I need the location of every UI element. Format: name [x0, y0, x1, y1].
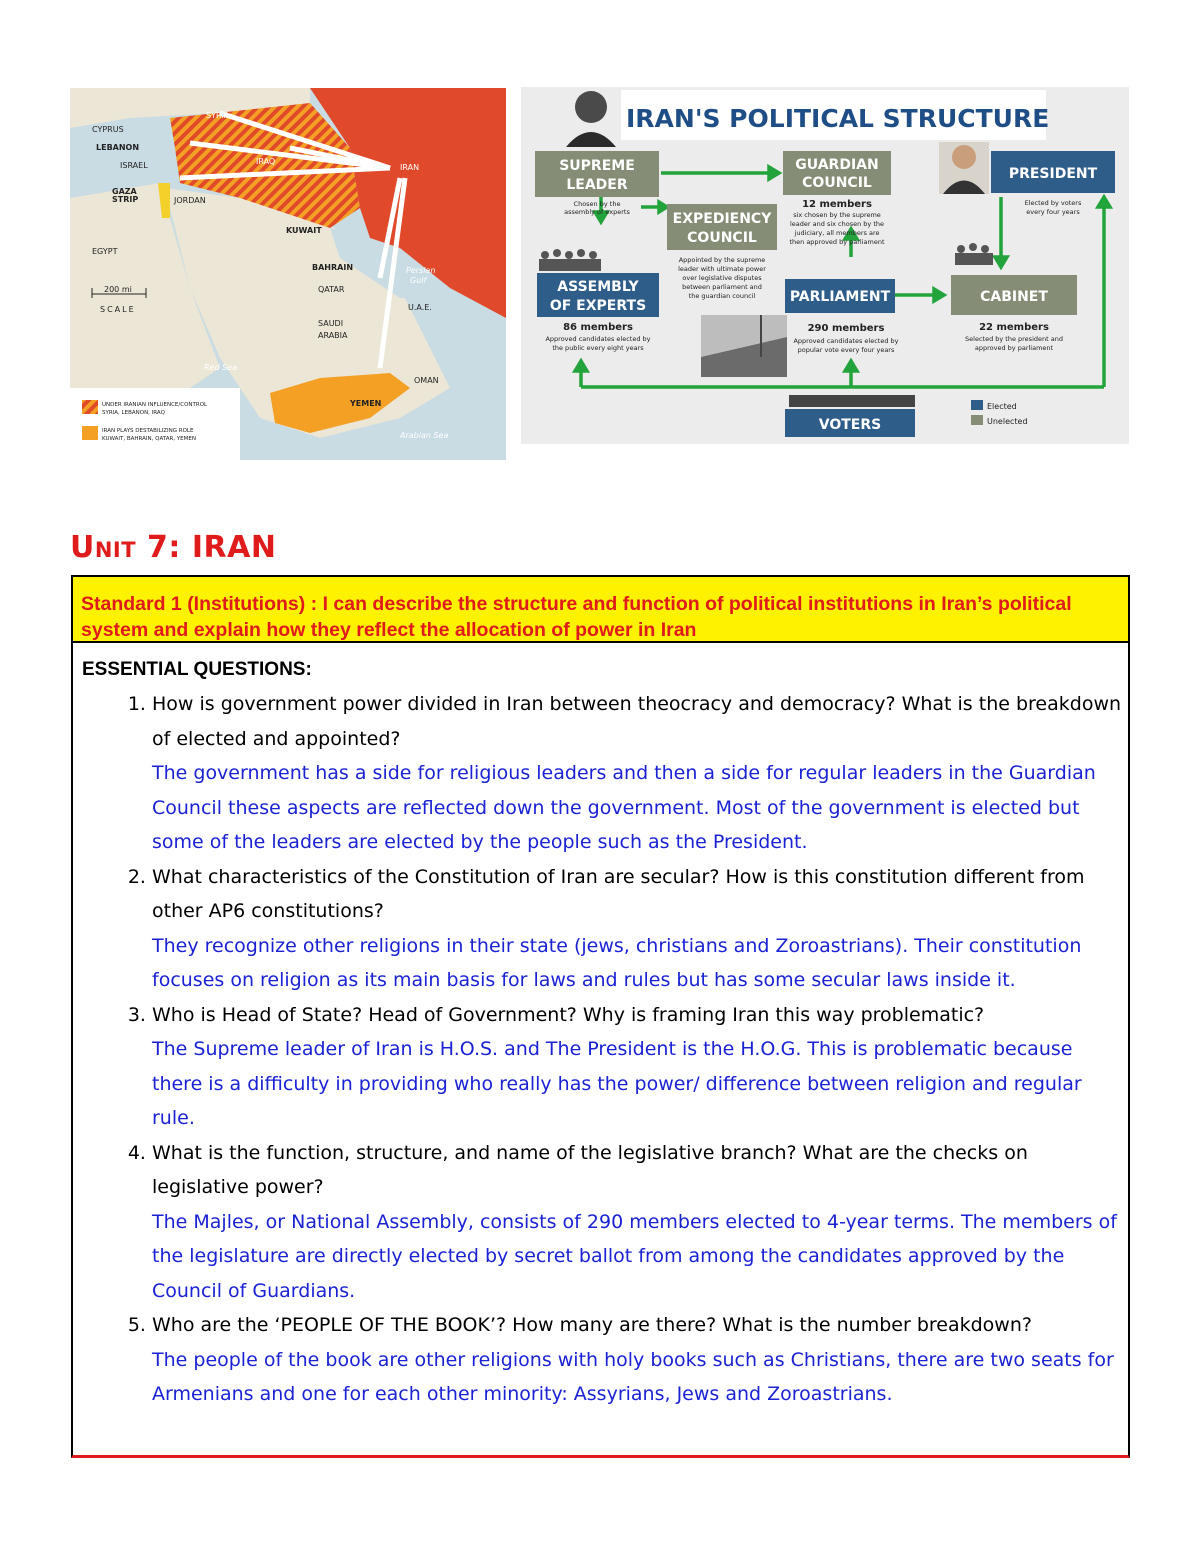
essential-questions-heading: ESSENTIAL QUESTIONS: — [82, 659, 312, 680]
cabinet-l1: CABINET — [980, 289, 1048, 305]
label-persian: Persian — [406, 266, 436, 275]
structure-svg — [521, 87, 1129, 444]
parliament-l1: PARLIAMENT — [789, 289, 891, 305]
guardian-council-desc4: then approved by parliament — [789, 238, 885, 246]
question-item — [152, 998, 1128, 1136]
map-legend-bg — [70, 388, 240, 460]
question-item — [152, 1308, 1128, 1412]
standard-table — [71, 575, 1130, 1458]
expediency-l1: EXPEDIENCY — [672, 211, 772, 227]
questions-list — [73, 687, 1128, 1412]
assembly-desc2: the public every eight years — [552, 344, 644, 352]
unit-title: Unit 7: IRAN — [70, 530, 277, 565]
assembly-members: 86 members — [563, 322, 633, 333]
label-uae: U.A.E. — [408, 303, 432, 312]
guardian-council-members: 12 members — [802, 199, 872, 210]
president-photo — [939, 142, 989, 194]
parliament-members: 290 members — [807, 323, 885, 334]
question-text: 3. Who is Head of State? Head of Government? Why is framing Iran this way problematic? — [152, 1003, 985, 1026]
guardian-council-l2: COUNCIL — [802, 175, 872, 191]
parliament-desc2: popular vote every four years — [797, 346, 895, 354]
question-text: 4. What is the function, structure, and name of the legislative branch? What are the checks on legislative power? — [152, 1141, 1028, 1198]
cabinet-desc2: approved by parliament — [974, 344, 1054, 352]
legend-influence-l2: SYRIA, LEBANON, IRAQ — [102, 410, 165, 416]
cabinet-members: 22 members — [979, 322, 1049, 333]
expediency-desc2: leader with ultimate power — [678, 265, 766, 273]
supreme-leader-l2: LEADER — [566, 177, 628, 193]
label-arabian-sea: Arabian Sea — [400, 431, 449, 440]
label-kuwait: KUWAIT — [286, 226, 322, 235]
president-desc2: every four years — [1026, 208, 1080, 216]
label-saudi: SAUDI — [318, 319, 344, 328]
expediency-desc4: between parliament and — [682, 283, 762, 291]
assembly-experts-box — [537, 273, 659, 352]
scale-value: 200 mi — [104, 285, 132, 294]
president-desc1: Elected by voters — [1024, 199, 1082, 207]
political-structure-diagram — [521, 87, 1129, 444]
label-qatar: QATAR — [318, 285, 345, 294]
president-l1: PRESIDENT — [1008, 166, 1098, 182]
guardian-council-desc2: leader and six chosen by the — [790, 220, 884, 228]
label-oman: OMAN — [414, 376, 439, 385]
supreme-leader-desc1: Chosen by the — [573, 200, 621, 208]
guardian-council-l1: GUARDIAN — [795, 157, 879, 173]
legend-destabilize-l2: KUWAIT, BAHRAIN, QATAR, YEMEN — [102, 436, 196, 442]
legend-influence-l1: UNDER IRANIAN INFLUENCE/CONTROL — [102, 402, 208, 408]
legend-swatch-influence — [82, 400, 98, 414]
expediency-desc1: Appointed by the supreme — [678, 256, 766, 264]
legend-destabilize-l1: IRAN PLAYS DESTABILIZING ROLE — [102, 428, 194, 434]
cabinet-box — [951, 275, 1077, 352]
middle-east-map — [70, 88, 506, 460]
assembly-l1: ASSEMBLY — [557, 279, 639, 295]
parliament-photo — [701, 315, 787, 377]
label-iran: IRAN — [400, 163, 420, 172]
label-arabia: ARABIA — [318, 331, 348, 340]
expediency-l2: COUNCIL — [687, 230, 757, 246]
question-text: 1. How is government power divided in Iran between theocracy and democracy? What is the breakdown of elected and appointed? — [152, 693, 1122, 750]
supreme-leader-l1: SUPREME — [559, 158, 635, 174]
answer-text: The government has a side for religious leaders and then a side for regular leaders in the Guardian Council these aspects are reflected down the government. Most of the government is elected but some of the leaders are elected by the people such as the President. — [152, 762, 1096, 853]
guardian-council-desc3: judiciary, all members are — [794, 229, 880, 237]
assembly-desc1: Approved candidates elected by — [545, 335, 651, 343]
label-iraq: IRAQ — [256, 157, 276, 166]
legend-swatch-destabilize — [82, 426, 98, 440]
label-gaza: GAZA — [112, 187, 137, 196]
label-lebanon: LEBANON — [96, 143, 140, 152]
cabinet-desc1: Selected by the president and — [965, 335, 1063, 343]
answer-text: The Supreme leader of Iran is H.O.S. and The President is the H.O.G. This is problematic because there is a difficulty in providing who really has the power/ difference between religion and regular rule. — [152, 1038, 1082, 1129]
supreme-leader-desc2: assembly of experts — [564, 208, 630, 216]
scale-label: SCALE — [100, 305, 136, 314]
question-item — [152, 860, 1128, 998]
parliament-desc1: Approved candidates elected by — [793, 337, 899, 345]
label-red-sea: Red Sea — [204, 363, 238, 372]
voters-l1: VOTERS — [818, 417, 882, 433]
cabinet-crowd-icon — [955, 243, 993, 265]
question-item — [152, 687, 1128, 860]
label-jordan: JORDAN — [174, 196, 206, 205]
expediency-desc3: over legislative disputes — [682, 274, 762, 282]
question-item — [152, 1136, 1128, 1309]
structure-title: IRAN'S POLITICAL STRUCTURE — [626, 104, 1050, 133]
answer-text: The people of the book are other religions with holy books such as Christians, there are two seats for Armenians and one for each other minority: Assyrians, Jews and Zoroastrians. — [152, 1348, 1114, 1405]
label-yemen: YEMEN — [350, 399, 382, 408]
legend-elected: Elected — [987, 402, 1017, 411]
map-svg — [70, 88, 506, 460]
label-syria: SYRIA — [206, 111, 230, 120]
guardian-council-desc1: six chosen by the supreme — [793, 211, 881, 219]
question-text: 2. What characteristics of the Constitution of Iran are secular? How is this constitution different from other AP6 constitutions? — [152, 865, 1085, 922]
voters-crowd-icon — [789, 395, 915, 407]
expediency-desc5: the guardian council — [688, 292, 756, 300]
voters-box — [785, 409, 915, 437]
label-cyprus: CYPRUS — [92, 125, 124, 134]
legend-unelected: Unelected — [987, 417, 1028, 426]
label-israel: ISRAEL — [120, 161, 148, 170]
question-text: 5. Who are the ‘PEOPLE OF THE BOOK’? How many are there? What is the number breakdown? — [152, 1314, 1032, 1336]
assembly-l2: OF EXPERTS — [549, 298, 647, 314]
answer-text: They recognize other religions in their state (jews, christians and Zoroastrians). Their constitution focuses on religion as its main basis for laws and rules but has some secular laws inside it. — [152, 934, 1082, 991]
label-gulf: Gulf — [410, 276, 427, 285]
label-strip: STRIP — [112, 195, 139, 204]
label-bahrain: BAHRAIN — [312, 263, 354, 272]
answer-text: The Majles, or National Assembly, consists of 290 members elected to 4-year terms. The members of the legislature are directly elected by secret ballot from among the candidates approved by the Council of Guardians. — [152, 1210, 1117, 1302]
standard-statement: Standard 1 (Institutions) : I can describe the structure and function of political institutions in Iran’s political system and explain how they reflect the allocation of power in Iran — [73, 577, 1128, 643]
label-egypt: EGYPT — [92, 247, 118, 256]
